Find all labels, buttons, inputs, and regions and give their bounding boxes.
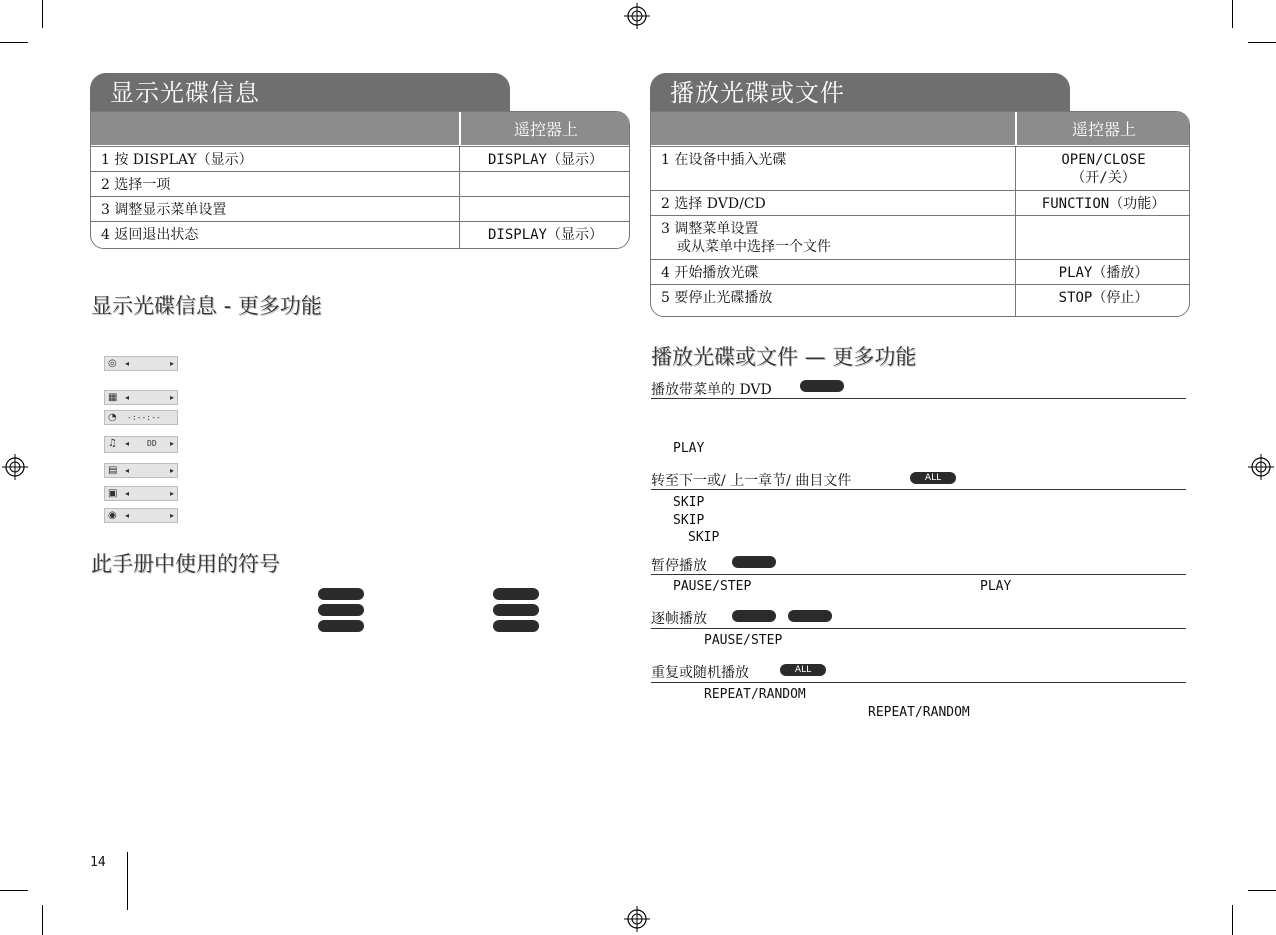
crop-mark: [1248, 890, 1276, 891]
display-info-table: [90, 111, 630, 249]
table-row: [651, 190, 1189, 215]
remote-key: DISPLAY（显示）: [459, 147, 630, 171]
feature-text: PLAY: [673, 441, 705, 456]
feature-text: PLAY: [980, 579, 1012, 594]
left-arrow-icon: ◂: [125, 489, 130, 498]
disc-type-badge: ALL: [910, 472, 956, 484]
symbol-badge: [318, 588, 364, 600]
remote-key: [459, 172, 630, 196]
table-header: [91, 112, 629, 145]
crop-mark: [1248, 42, 1276, 43]
step-text: 3 调整显示菜单设置: [101, 202, 227, 218]
subtitle-icon: ▤: [108, 465, 118, 476]
table-row: [651, 259, 1189, 284]
crop-mark: [1232, 905, 1233, 935]
table-row: [651, 215, 1189, 259]
feature-text: SKIP: [673, 495, 705, 510]
step-text: 2 选择 DVD/CD: [661, 196, 766, 212]
play-disc-table: [650, 111, 1190, 317]
left-arrow-icon: ◂: [125, 359, 130, 368]
disc-icon: ◎: [108, 358, 117, 369]
right-arrow-icon: ▸: [169, 511, 174, 520]
feature-text: PAUSE/STEP: [673, 579, 752, 594]
disc-type-badge: ALL: [780, 664, 826, 676]
crop-mark: [0, 42, 28, 43]
osd-value: DD: [147, 439, 157, 448]
remote-key-line: （开/关）: [1071, 170, 1136, 186]
symbol-badge: [493, 588, 539, 600]
section-heading-display-more: 显示光碟信息 - 更多功能: [91, 294, 322, 318]
feature-text: SKIP: [688, 530, 720, 545]
feature-heading: 逐帧播放: [651, 611, 707, 627]
sound-icon: ◉: [108, 510, 117, 521]
table-row: [651, 284, 1189, 317]
right-arrow-icon: ▸: [169, 393, 174, 402]
remote-key: [1015, 216, 1190, 259]
osd-angle-row: [104, 486, 178, 501]
step-text: 2 选择一项: [101, 177, 171, 193]
crop-mark: [42, 905, 43, 935]
registration-mark-icon: [624, 906, 650, 932]
angle-camera-icon: ▣: [108, 488, 118, 499]
divider: [651, 398, 1186, 399]
disc-type-badge: [732, 610, 776, 622]
table-row: [91, 171, 629, 196]
clock-icon: ◔: [108, 412, 117, 423]
crop-mark: [42, 0, 43, 28]
osd-sound-row: [104, 508, 178, 523]
symbol-badge: [493, 620, 539, 632]
remote-key: [459, 197, 630, 221]
remote-column-header: 遥控器上: [1015, 112, 1190, 145]
page-number: 14: [90, 855, 106, 870]
left-arrow-icon: ◂: [125, 393, 130, 402]
section-heading-play-more: 播放光碟或文件 — 更多功能: [651, 345, 917, 369]
symbol-badge: [318, 604, 364, 616]
feature-heading: 播放带菜单的 DVD: [651, 382, 772, 398]
feature-heading: 重复或随机播放: [651, 665, 749, 681]
step-text: 4 返回退出状态: [101, 227, 199, 243]
osd-title-row: [104, 356, 178, 371]
page-divider: [127, 852, 128, 910]
remote-key: DISPLAY（显示）: [459, 222, 630, 249]
step-text: 1 按 DISPLAY（显示）: [101, 152, 253, 168]
remote-key-line: OPEN/CLOSE: [1061, 152, 1146, 168]
registration-mark-icon: [624, 3, 650, 29]
feature-text: SKIP: [673, 513, 705, 528]
disc-type-badge: [732, 556, 776, 568]
table-row: [651, 146, 1189, 190]
feature-text: REPEAT/RANDOM: [704, 687, 806, 702]
divider: [651, 628, 1186, 629]
section-banner-display-info: 显示光碟信息: [90, 73, 510, 111]
table-row: [91, 221, 629, 249]
symbol-badge: [318, 620, 364, 632]
table-row: [91, 196, 629, 221]
table-header: [651, 112, 1189, 145]
remote-key: FUNCTION（功能）: [1015, 191, 1190, 215]
divider: [651, 682, 1186, 683]
step-text: [661, 220, 831, 256]
crop-mark: [0, 890, 28, 891]
divider: [651, 489, 1186, 490]
remote-key: [1015, 147, 1190, 190]
right-arrow-icon: ▸: [169, 439, 174, 448]
table-row: [91, 146, 629, 171]
step-text: 4 开始播放光碟: [661, 265, 759, 281]
section-banner-play-disc: 播放光碟或文件: [650, 73, 1070, 111]
disc-type-badge: [800, 380, 844, 392]
remote-key: PLAY（播放）: [1015, 260, 1190, 284]
registration-mark-icon: [2, 454, 28, 480]
step-line: 3 调整菜单设置: [661, 221, 759, 237]
disc-type-badge: [788, 610, 832, 622]
feature-heading: 转至下一或/ 上一章节/ 曲目文件: [651, 473, 852, 489]
feature-heading: 暂停播放: [651, 558, 707, 574]
feature-text: REPEAT/RANDOM: [868, 705, 970, 720]
divider: [651, 574, 1186, 575]
osd-subtitle-row: [104, 463, 178, 478]
crop-mark: [1232, 0, 1233, 28]
left-arrow-icon: ◂: [125, 466, 130, 475]
symbol-badge: [493, 604, 539, 616]
headphones-icon: ♫: [108, 438, 117, 449]
left-arrow-icon: ◂: [125, 439, 130, 448]
right-arrow-icon: ▸: [169, 359, 174, 368]
osd-time-row: [104, 410, 178, 425]
osd-value: -:--:--: [127, 413, 161, 422]
left-arrow-icon: ◂: [125, 511, 130, 520]
remote-column-header: 遥控器上: [459, 112, 630, 145]
right-arrow-icon: ▸: [169, 489, 174, 498]
osd-chapter-row: [104, 390, 178, 405]
film-icon: ▦: [108, 392, 118, 403]
feature-text: PAUSE/STEP: [704, 633, 783, 648]
right-arrow-icon: ▸: [169, 466, 174, 475]
step-text: 1 在设备中插入光碟: [661, 152, 787, 168]
step-line: 或从菜单中选择一个文件: [677, 239, 831, 255]
osd-audio-row: [104, 436, 178, 453]
section-heading-symbols: 此手册中使用的符号: [91, 552, 280, 576]
registration-mark-icon: [1248, 454, 1274, 480]
remote-key: STOP（停止）: [1015, 285, 1190, 317]
step-text: 5 要停止光碟播放: [661, 290, 773, 306]
